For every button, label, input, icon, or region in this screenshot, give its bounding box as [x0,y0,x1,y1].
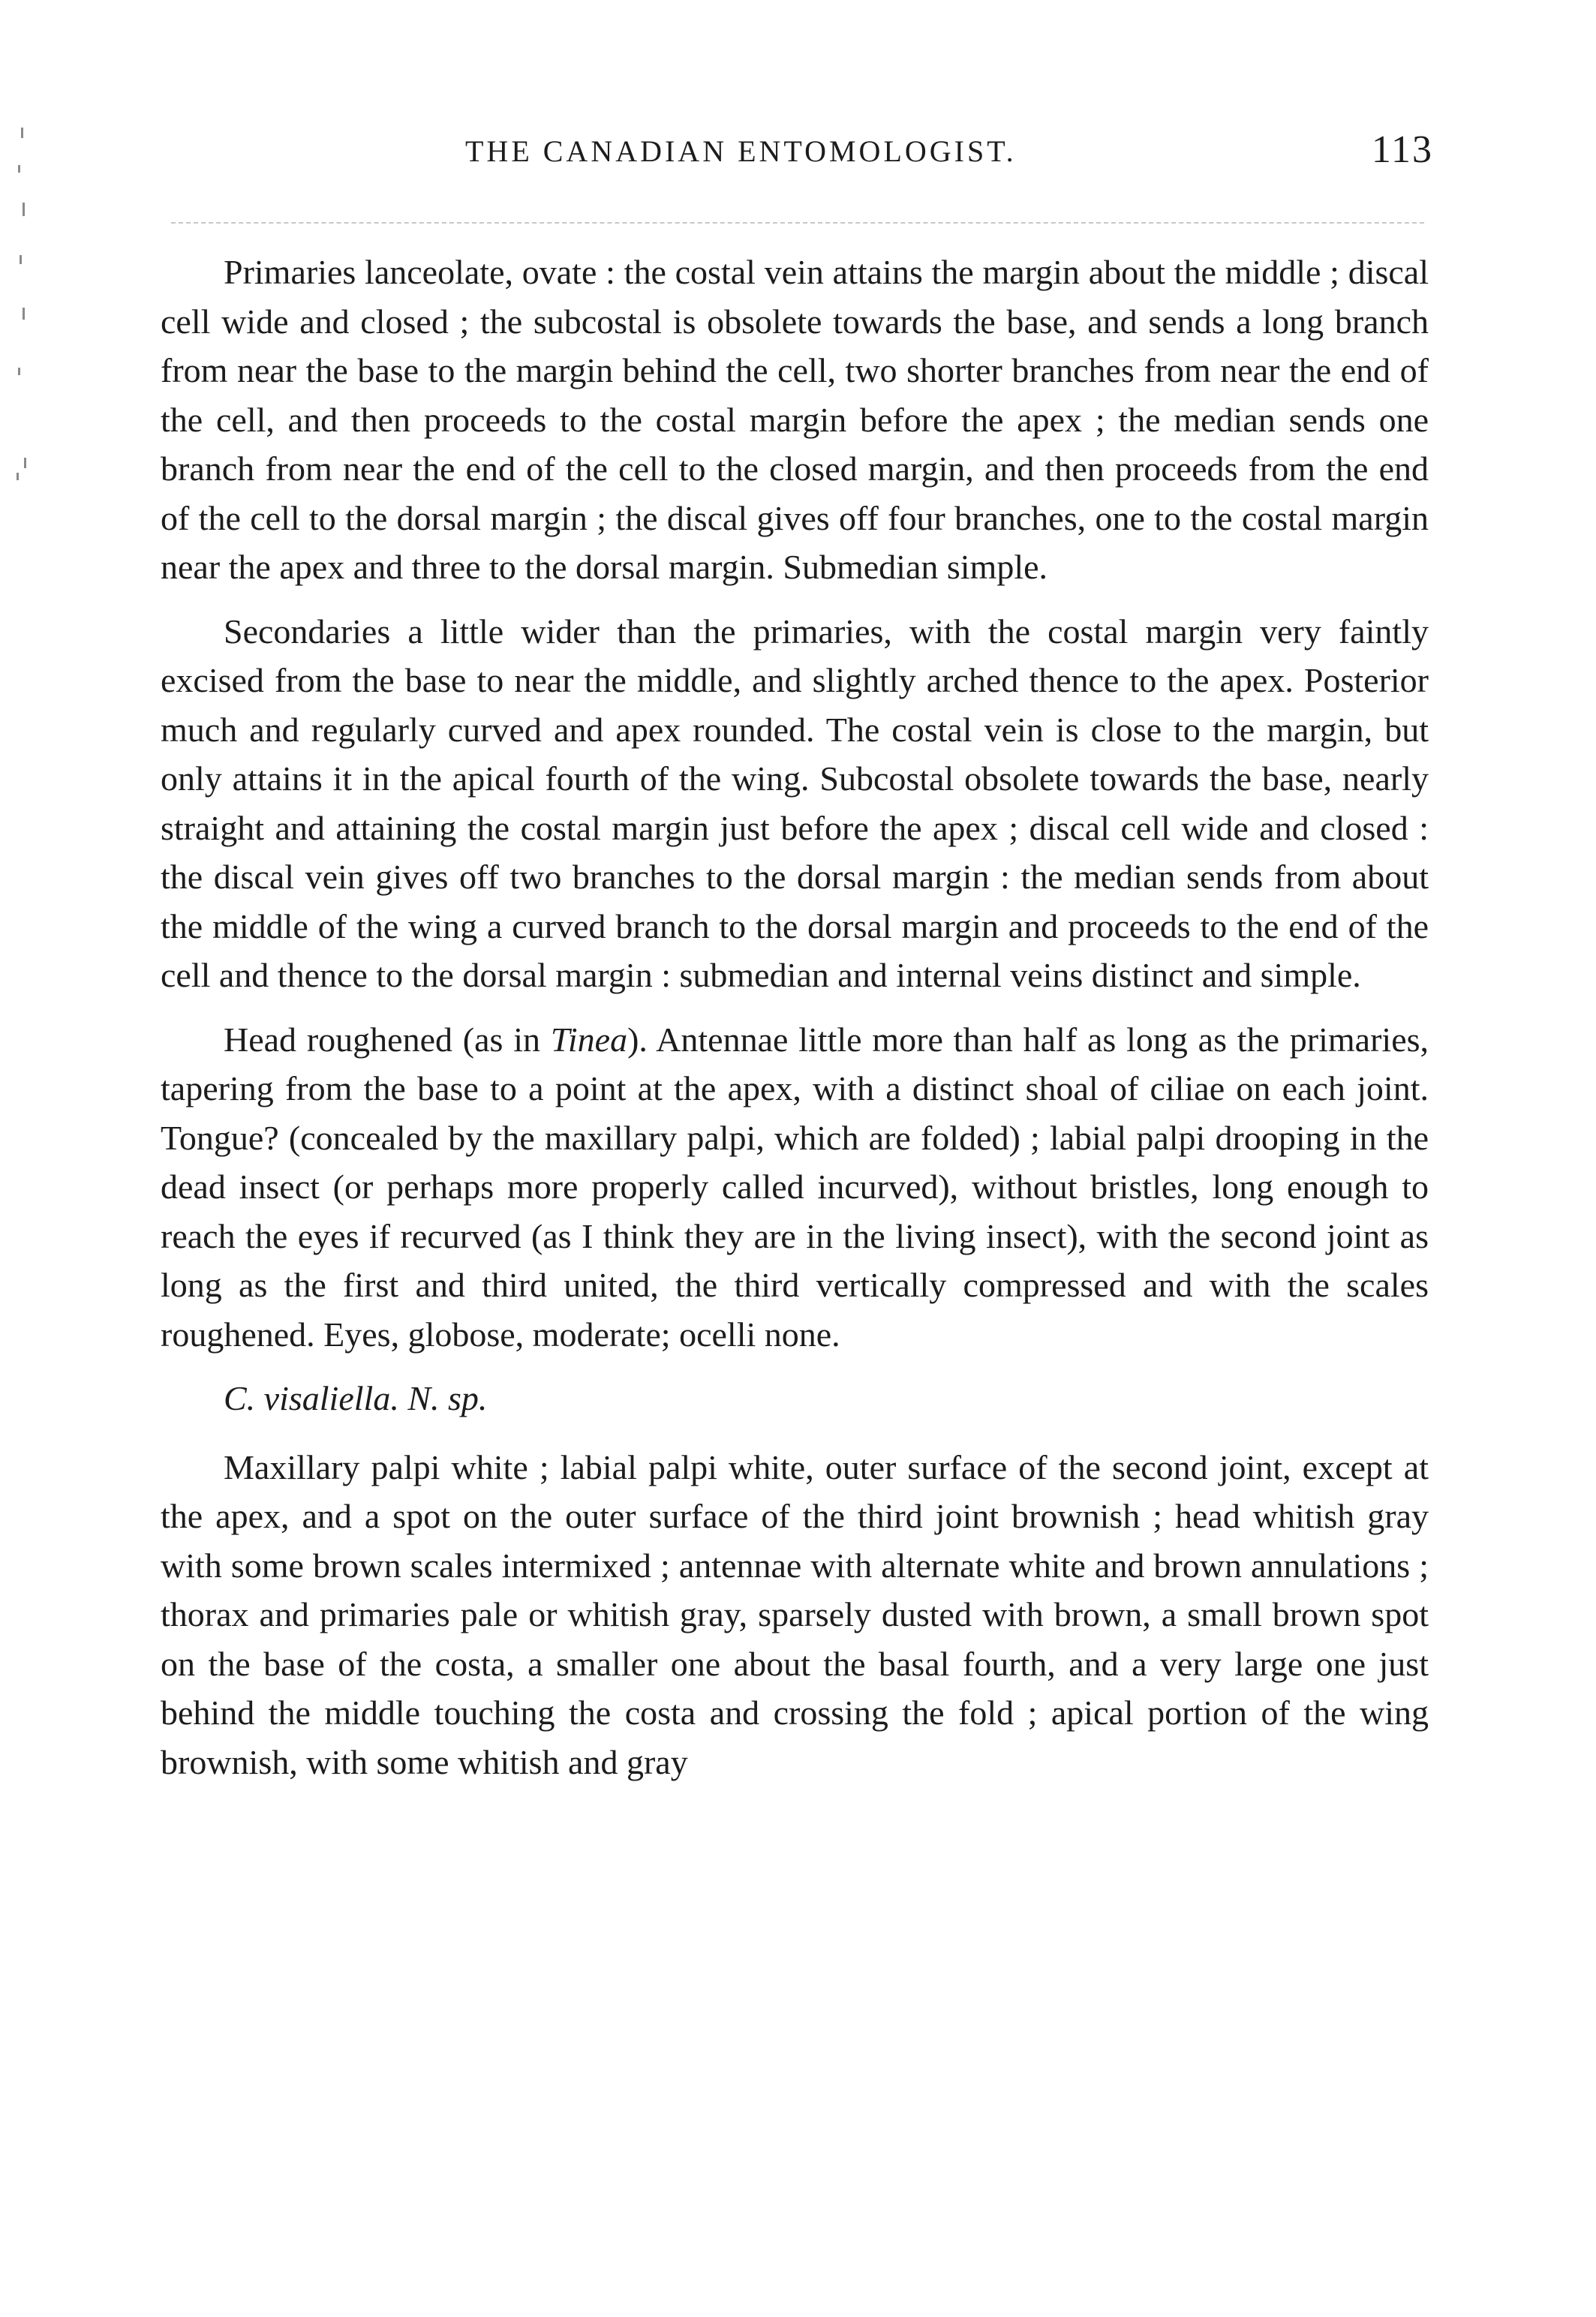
body-text [161,248,1429,1787]
paragraph-secondaries: Secondaries a little wider than the primaries, with the costal margin very faintly excised from the base to near the middle, and slightly arched thence to the apex. Posterior much and regularly curved and apex rounded. The costal vein is close to the margin, but only attains it in the apical fourth of the wing. Subcostal obsolete towards the base, nearly straight and attaining the costal margin just before the apex ; discal cell wide and closed : the discal vein gives off two branches to the dorsal margin : the median sends from about the middle of the wing a curved branch to the dorsal margin and proceeds to the end of the cell and thence to the dorsal margin : submedian and internal veins distinct and simple. [161,612,1429,994]
species-heading-text: C. visaliella. N. sp. [224,1379,488,1417]
page-number: 113 [1371,128,1433,171]
species-heading [224,1374,1429,1423]
paragraph-description: Maxillary palpi white ; labial palpi white, outer surface of the second joint, except at the apex, and a spot on the outer surface of the third joint brownish ; head whitish gray with some brown scales intermixed ; antennae with alternate white and brown annulations ; thorax and primaries pale or whitish gray, sparsely dusted with brown, a small brown spot on the base of the costa, a smaller one about the basal fourth, and a very large one just behind the middle touching the costa and crossing the fold ; apical portion of the wing brownish, with some whitish and gray [161,1447,1429,1781]
running-title: THE CANADIAN ENTOMOLOGIST. [465,134,1017,168]
margin-scan-marks [8,120,38,510]
genus-name: Tinea [550,1020,628,1059]
page-header [465,128,1433,188]
paragraph-primaries: Primaries lanceolate, ovate : the costal vein attains the margin about the middle ; discal cell wide and closed ; the subcostal is obsolete towards the base, and sends a long branch from near the base to the margin behind the cell, two shorter branches from near the end of the cell, and then proceeds to the costal margin before the apex ; the median sends one branch from near the end of the cell to the closed margin, and then proceeds from the end of the cell to the dorsal margin ; the discal gives off four branches, one to the costal margin near the apex and three to the dorsal margin. Submedian simple. [161,253,1429,586]
header-rule [171,222,1424,224]
paragraph-head [161,1015,1429,1360]
head-rest-text: ). Antennae little more than half as long as the primaries, tapering from the base to a point at the apex, with a distinct shoal of ciliae on each joint. Tongue? (concealed by the maxillary palpi, which are folded) ; labial palpi drooping in the dead insect (or perhaps more properly called incurved), without bristles, long enough to reach the eyes if recurved (as I think they are in the living insect), with the second joint as long as the first and third united, the third vertically compressed and with the scales roughened. Eyes, globose, moderate; ocelli none. [161,1020,1429,1354]
head-lead-text: Head roughened (as in [224,1020,551,1059]
